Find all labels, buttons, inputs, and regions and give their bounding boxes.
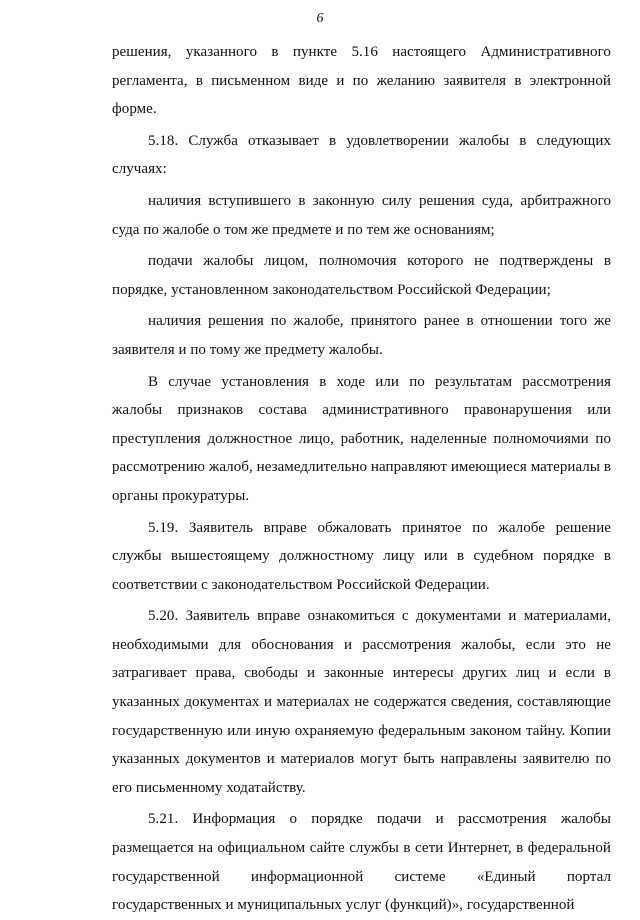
paragraph-prosecution: В случае установления в ходе или по результатам рассмотрения жалобы признаков состава административного правонарушения или преступления должностное лицо, работник, наделенные полномочиями по рассмотрению жалоб, незамедлительно направляют имеющиеся материалы в органы прокуратуры. bbox=[112, 373, 611, 504]
document-body bbox=[112, 38, 611, 920]
list-item-unconfirmed-authority: подачи жалобы лицом, полномочия которого не подтверждены в порядке, установленном законодательством Российской Федерации; bbox=[112, 253, 611, 298]
paragraph-5-21: 5.21. Информация о порядке подачи и рассмотрения жалобы размещается на официальном сайте службы в сети Интернет, в федеральной государственной информационной системе «Единый портал государственных и муниципальных услуг (функций)», государственной bbox=[112, 811, 611, 914]
paragraph-5-20: 5.20. Заявитель вправе ознакомиться с документами и материалами, необходимыми для обоснования и рассмотрения жалобы, если это не затрагивает права, свободы и законные интересы других лиц и если в указанных документах и материалах не содержатся сведения, составляющие государственную или иную охраняемую федеральным законом тайну. Копии указанных документов и материалов могут быть направлены заявителю по его письменному ходатайству. bbox=[112, 608, 611, 796]
page-number: 6 bbox=[316, 11, 324, 26]
list-item-previous-decision: наличия решения по жалобе, принятого ранее в отношении того же заявителя и по тому же предмету жалобы. bbox=[112, 313, 611, 358]
list-item-court-decision: наличия вступившего в законную силу решения суда, арбитражного суда по жалобе о том же предмете и по тем же основаниям; bbox=[112, 192, 611, 238]
paragraph-continuation: решения, указанного в пункте 5.16 настоящего Административного регламента, в письменном виде и по желанию заявителя в электронной форме. bbox=[112, 44, 611, 118]
paragraph-5-19: 5.19. Заявитель вправе обжаловать принятое по жалобе решение службы вышестоящему должностному лицу или в судебном порядке в соответствии с законодательством Российской Федерации. bbox=[112, 519, 611, 593]
paragraph-5-18: 5.18. Служба отказывает в удовлетворении жалобы в следующих случаях: bbox=[112, 132, 611, 178]
